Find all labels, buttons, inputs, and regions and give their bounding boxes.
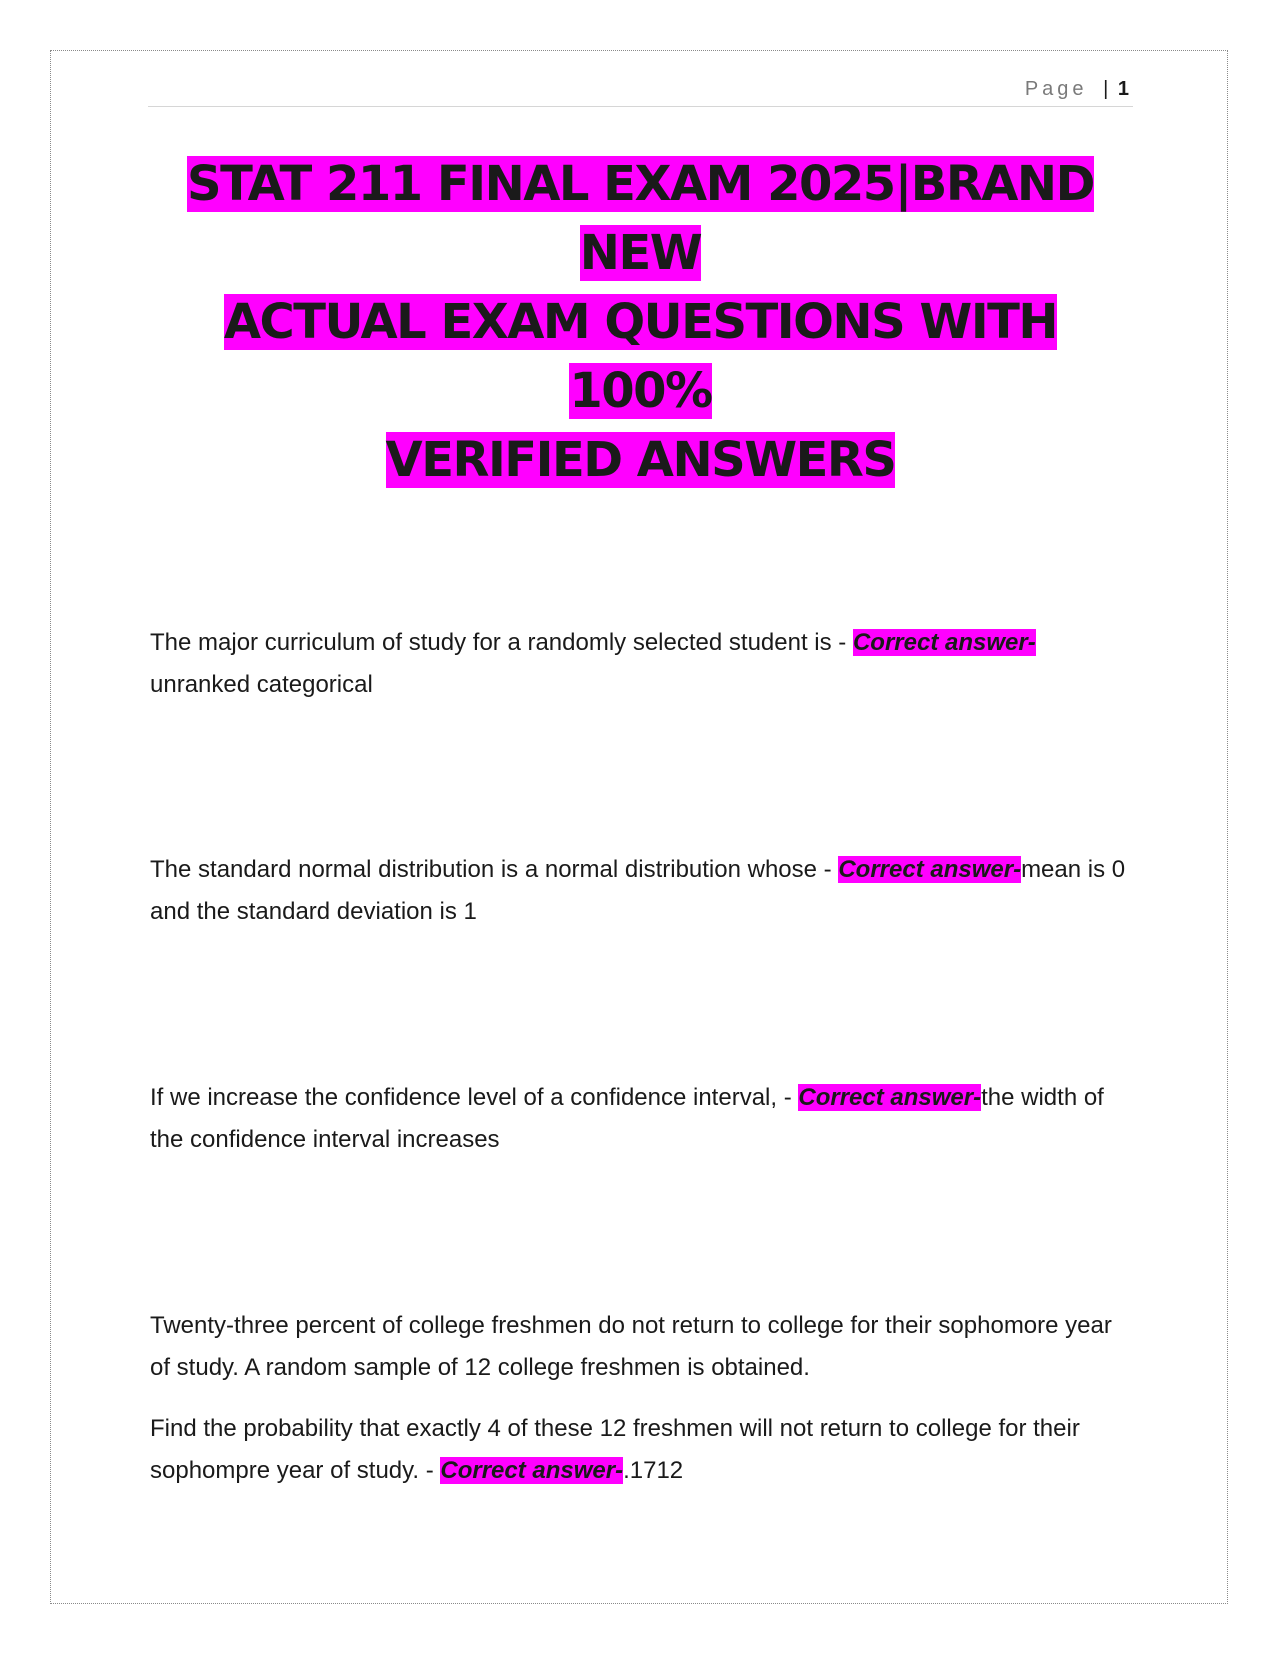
answer-text: the width of the confidence interval increases (150, 1084, 1104, 1153)
question-item-4 (150, 1305, 1135, 1492)
page-separator: | (1103, 78, 1109, 100)
page-header (148, 78, 1133, 107)
correct-answer-marker: Correct answer- (440, 1457, 624, 1484)
document-title (148, 150, 1133, 495)
question-text: The major curriculum of study for a randomly selected student is - (150, 629, 853, 656)
page-number (1025, 78, 1129, 101)
correct-answer-marker: Correct answer- (838, 856, 1022, 883)
question-body (150, 1408, 1135, 1492)
answer-text: unranked categorical (150, 671, 373, 698)
question-item-1 (150, 622, 1135, 706)
title-line-3: VERIFIED ANSWERS (385, 432, 896, 488)
question-text: If we increase the confidence level of a confidence interval, - (150, 1084, 799, 1111)
correct-answer-marker: Correct answer- (798, 1084, 982, 1111)
question-text: Find the probability that exactly 4 of these 12 freshmen will not return to college for their sophompre year of study. - (150, 1415, 1080, 1484)
question-item-2 (150, 849, 1135, 933)
question-intro: Twenty-three percent of college freshmen do not return to college for their sophomore year of study. A random sample of 12 college freshmen is obtained. (150, 1312, 1112, 1381)
page-label: Page (1024, 78, 1088, 100)
question-item-3 (150, 1077, 1135, 1161)
correct-answer-marker: Correct answer- (852, 629, 1036, 656)
page-number-value: 1 (1117, 78, 1129, 100)
title-line-2: ACTUAL EXAM QUESTIONS WITH 100% (223, 294, 1058, 419)
answer-text: .1712 (623, 1457, 684, 1484)
title-line-1: STAT 211 FINAL EXAM 2025|BRAND NEW (187, 156, 1094, 281)
answer-text: mean is 0 and the standard deviation is 1 (150, 856, 1126, 925)
question-text: The standard normal distribution is a normal distribution whose - (150, 856, 839, 883)
